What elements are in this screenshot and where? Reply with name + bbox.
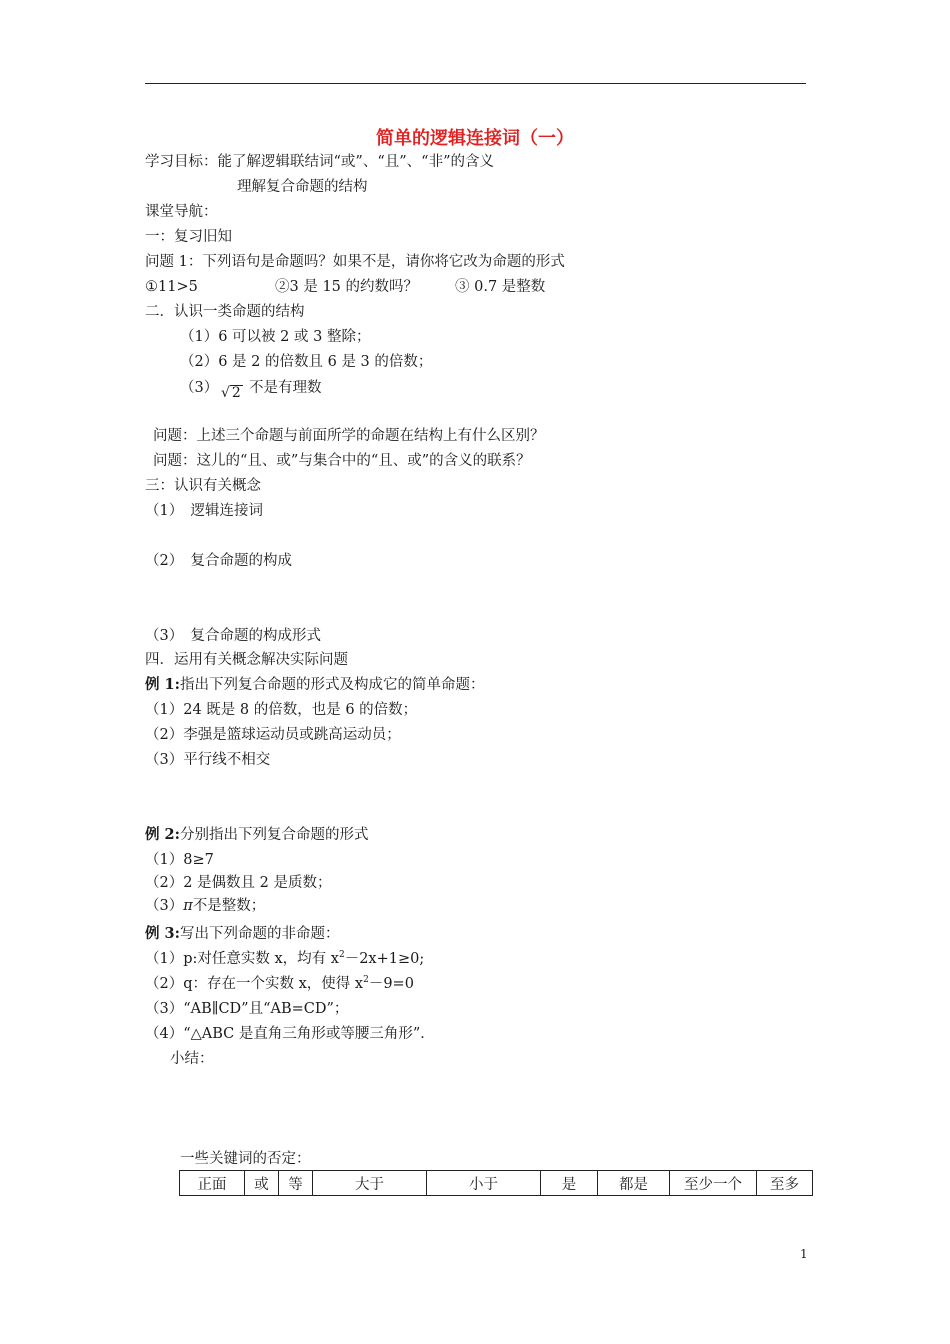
sqrt-radicand: 2 xyxy=(231,385,241,401)
table-cell: 或 xyxy=(245,1171,279,1196)
example-3-item-text: －2x+1≥0; xyxy=(344,951,425,967)
pi-symbol: π xyxy=(183,898,193,914)
summary-label: 小结： xyxy=(170,1051,214,1067)
exponent: 2 xyxy=(363,975,369,985)
question-1: 问题 1：下列语句是命题吗？如果不是，请你将它改为命题的形式 xyxy=(145,254,565,270)
concept-item: （2） 复合命题的构成 xyxy=(145,553,292,569)
example-2-item-prefix: （3） xyxy=(145,898,184,914)
structure-item: 不是有理数 xyxy=(249,380,322,396)
example-3-item-text: （2）q：存在一个实数 x，使得 x xyxy=(145,976,364,992)
table-cell: 至少一个 xyxy=(670,1171,757,1196)
example-1-label: 例 1: xyxy=(145,676,180,693)
example-3-item xyxy=(145,975,414,995)
structure-item: （2）6 是 2 的倍数且 6 是 3 的倍数； xyxy=(180,354,433,370)
table-cell: 小于 xyxy=(427,1171,541,1196)
example-3-item: （3）“AB∥CD”且“AB=CD”； xyxy=(145,1001,349,1017)
learning-goal-1: 学习目标：能了解逻辑联结词“或”、“且”、“非”的含义 xyxy=(145,154,494,170)
table-cell: 都是 xyxy=(598,1171,670,1196)
structure-question: 问题：上述三个命题与前面所学的命题在结构上有什么区别？ xyxy=(153,428,545,444)
example-3-prompt xyxy=(145,925,340,943)
example-1-item: （1）24 既是 8 的倍数，也是 6 的倍数； xyxy=(145,702,418,718)
structure-item: （1）6 可以被 2 或 3 整除； xyxy=(180,329,371,345)
example-1-prompt xyxy=(145,676,485,694)
example-1-text: 指出下列复合命题的形式及构成它的简单命题： xyxy=(180,677,485,693)
structure-question: 问题：这儿的“且、或”与集合中的“且、或”的含义的联系？ xyxy=(153,453,531,469)
example-1-item: （2）李强是篮球运动员或跳高运动员； xyxy=(145,727,401,743)
section-1-heading: 一：复习旧知 xyxy=(145,229,232,245)
question-1-item: ②3 是 15 的约数吗？ xyxy=(275,279,419,295)
example-2-item: （1）8≥7 xyxy=(145,852,214,868)
example-2-label: 例 2: xyxy=(145,826,180,843)
section-3-heading: 三：认识有关概念 xyxy=(145,478,261,494)
page-title: 简单的逻辑连接词（一） xyxy=(376,128,574,149)
example-2-text: 分别指出下列复合命题的形式 xyxy=(180,827,369,843)
example-2-item xyxy=(145,897,265,915)
example-3-item-text: －9=0 xyxy=(368,976,414,992)
section-2-heading: 二．认识一类命题的结构 xyxy=(145,304,305,320)
table-cell: 等 xyxy=(279,1171,313,1196)
example-3-item-text: （1）p:对任意实数 x，均有 x xyxy=(145,951,339,967)
example-2-item: （2）2 是偶数且 2 是质数； xyxy=(145,875,332,891)
class-nav-label: 课堂导航： xyxy=(145,204,218,220)
negation-table-caption: 一些关键词的否定： xyxy=(180,1151,311,1167)
table-cell: 正面 xyxy=(180,1171,245,1196)
example-2-item-text: 不是整数； xyxy=(192,898,266,914)
negation-table xyxy=(179,1170,813,1196)
concept-item: （1） 逻辑连接词 xyxy=(145,503,263,519)
page-number: 1 xyxy=(800,1247,808,1261)
example-2-prompt xyxy=(145,826,369,844)
example-3-item xyxy=(145,950,424,970)
table-cell: 大于 xyxy=(313,1171,427,1196)
table-cell: 至多 xyxy=(757,1171,813,1196)
example-3-label: 例 3: xyxy=(145,925,180,942)
question-1-item: ③ 0.7 是整数 xyxy=(455,279,546,295)
example-3-text: 写出下列命题的非命题： xyxy=(180,926,340,942)
exponent: 2 xyxy=(338,950,345,960)
question-1-item: ①11>5 xyxy=(145,279,198,295)
table-cell: 是 xyxy=(541,1171,598,1196)
structure-item: （3） xyxy=(180,380,219,396)
table-row xyxy=(180,1171,813,1196)
sqrt-expression: √ 2 xyxy=(221,385,241,401)
concept-item: （3） 复合命题的构成形式 xyxy=(145,628,321,644)
learning-goal-2: 理解复合命题的结构 xyxy=(237,179,368,195)
header-rule xyxy=(145,83,806,84)
example-3-item: （4）“△ABC 是直角三角形或等腰三角形”． xyxy=(145,1026,435,1042)
section-4-heading: 四．运用有关概念解决实际问题 xyxy=(145,652,348,668)
example-1-item: （3）平行线不相交 xyxy=(145,752,271,768)
